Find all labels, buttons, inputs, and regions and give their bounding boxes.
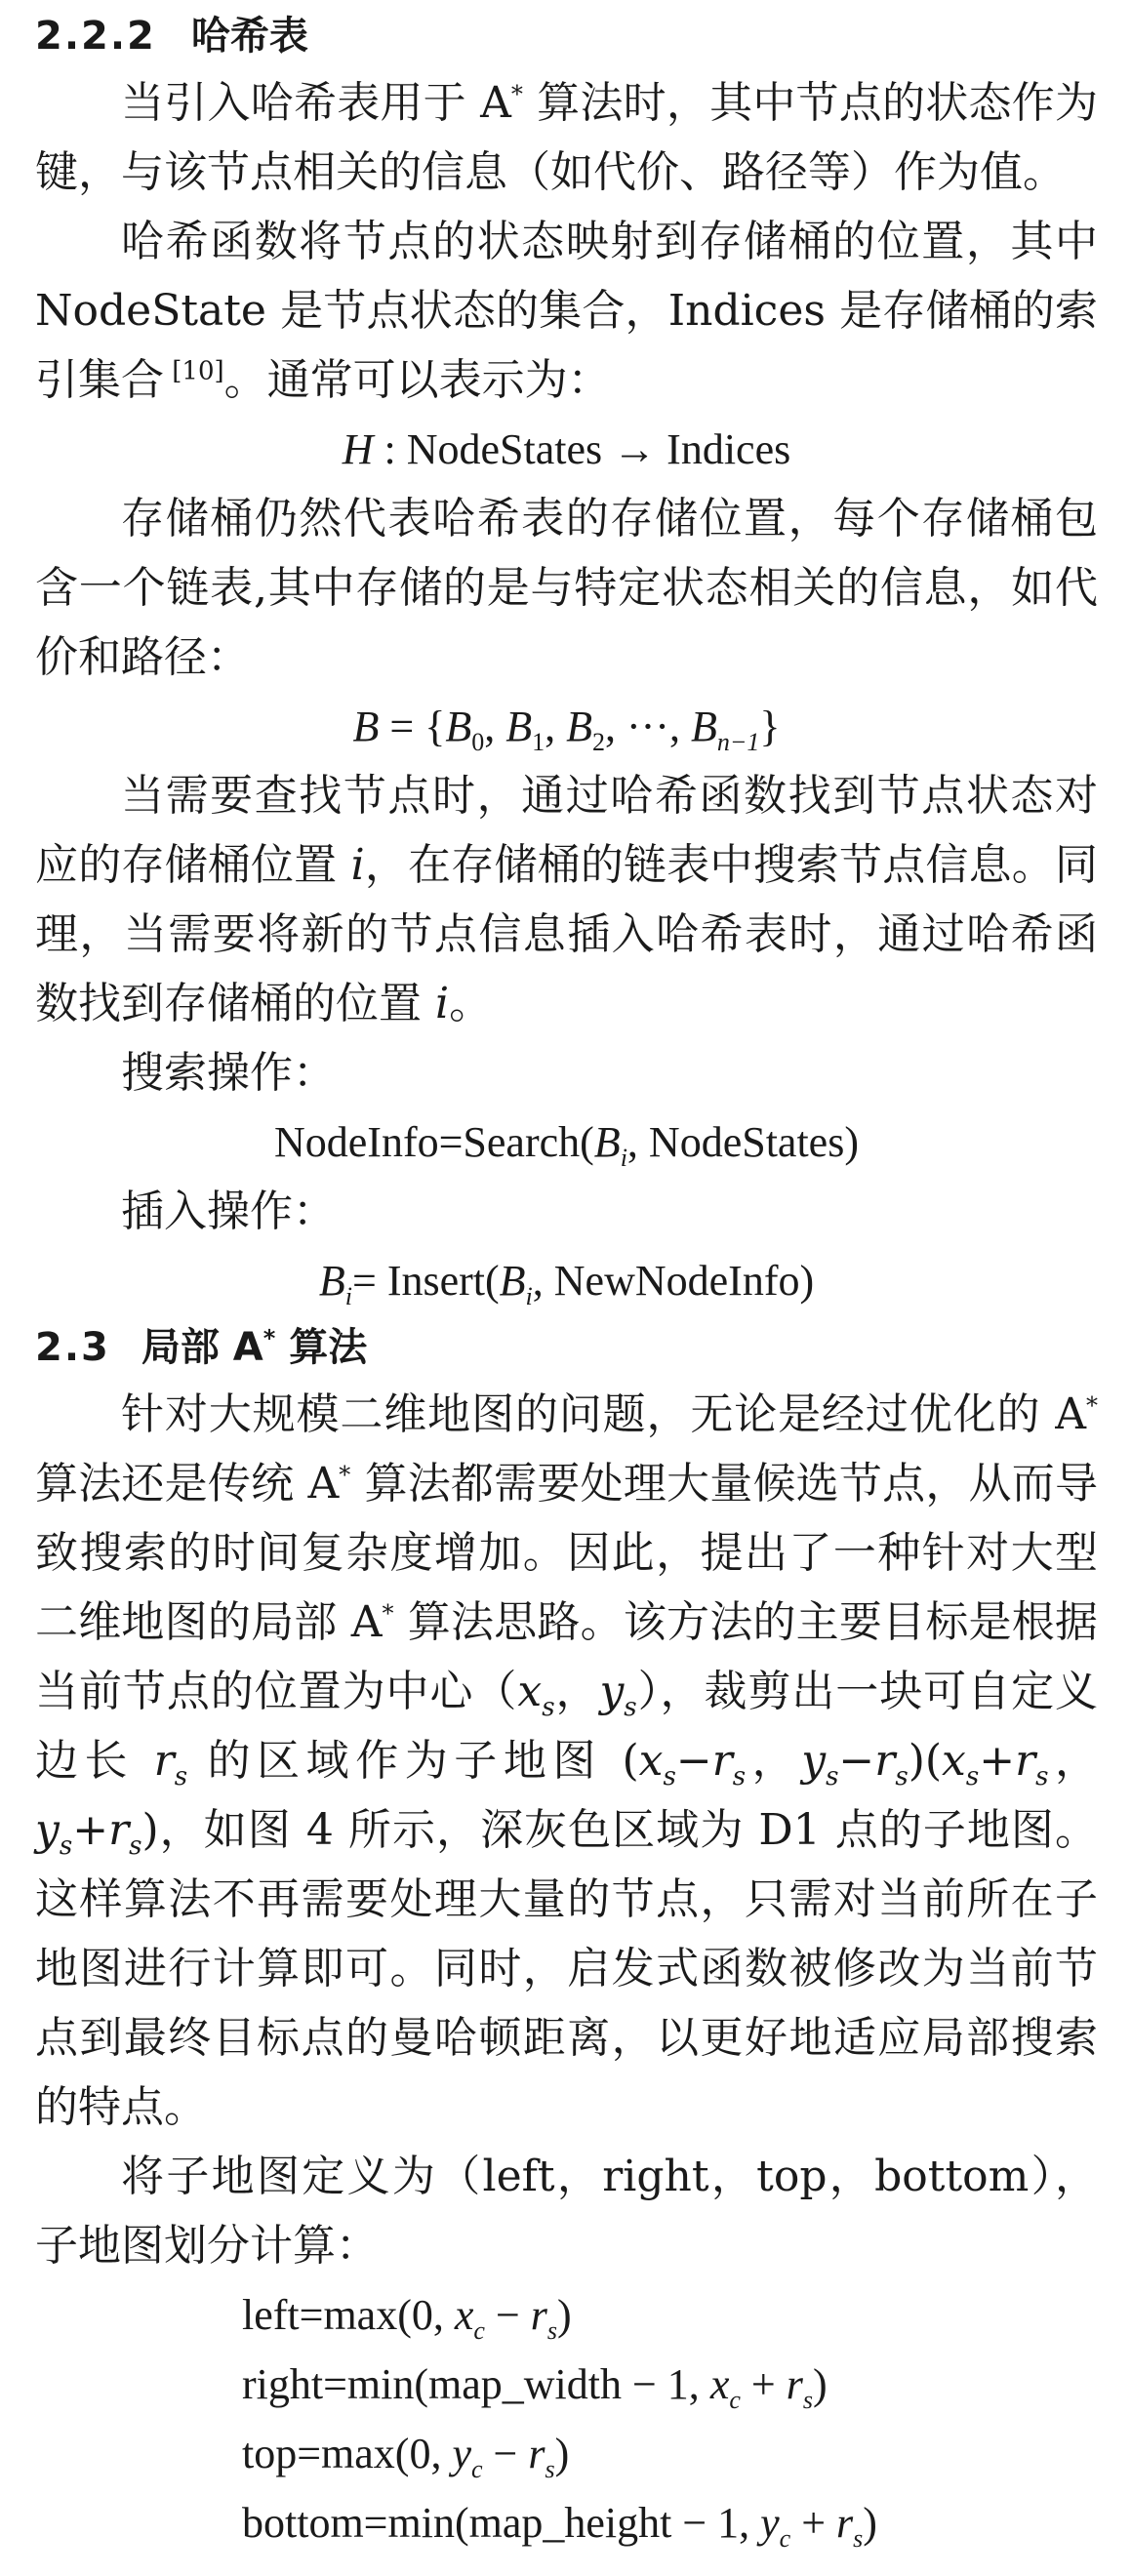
equation-left: left=max(0, $x_c - r_s$) [242, 2291, 572, 2345]
paragraph-hash-intro: 当引入哈希表用于 A* 算法时，其中节点的状态作为键，与该节点相关的信息（如代价、路径等）作为值。 [35, 78, 1098, 197]
label-search-operation: 搜索操作： [121, 1048, 336, 1098]
section-heading-2-2-2 [35, 4, 1098, 68]
paragraph-local-astar: 针对大规模二维地图的问题，无论是经过优化的 A* 算法还是传统 A* 算法都需要处理大量候选节点，从而导致搜索的时间复杂度增加。因此，提出了一种针对大型二维地图的局部 A* 算法思路。该方法的主要目标是根据当前节点的位置为中心（$x_s$，$y_s$），裁剪出一块可自定义边长 $r_s$ 的区域作为子地图 ($x_s-r_s$，$y_s-r_s)(x_s+r_s$，$y_s+r_s$)，如图 4 所示，深灰色区域为 D1 点的子地图。这样算法不再需要处理大量的节点，只需对当前所在子地图进行计算即可。同时，启发式函数被修改为当前节点到最终目标点的曼哈顿距离，以更好地适应局部搜索的特点。 [35, 1389, 1099, 2132]
equation-search: $NodeInfo=Search(B_i$, NodeStates) [274, 1118, 859, 1172]
equation-bucket-set: $B = \{B_0$, $B_1$, $B_2$, ···, $B_{n-1}$} [352, 703, 781, 756]
section-title: 哈希表 [190, 14, 308, 59]
equation-insert: $B_i=$ $Insert(B_i$, NewNodeInfo) [318, 1257, 815, 1310]
section-title: 局部 A* 算法 [141, 1324, 368, 1370]
label-insert-operation: 插入操作： [121, 1187, 336, 1236]
paragraph-lookup: 当需要查找节点时，通过哈希函数找到节点状态对应的存储桶位置 i，在存储桶的链表中搜索节点信息。同理，当需要将新的节点信息插入哈希表时，通过哈希函数找到存储桶的位置 i。 [35, 771, 1098, 1028]
paragraph-submap-define: 将子地图定义为（left，right，top，bottom），子地图划分计算： [35, 2152, 1098, 2271]
section-heading-2-3 [35, 1315, 1098, 1380]
section-number: 2.3 [35, 1325, 110, 1370]
equation-top: top=max(0, $y_c - r_s$) [242, 2430, 570, 2483]
equation-right: right=min(map_width − 1, $x_c + r_s$) [242, 2360, 828, 2414]
section-number: 2.2.2 [35, 14, 156, 59]
paragraph-hash-function: 哈希函数将节点的状态映射到存储桶的位置，其中 NodeState 是节点状态的集合，Indices 是存储桶的索引集合 [10]。通常可以表示为： [35, 217, 1098, 405]
citation: [10] [164, 356, 224, 386]
equation-hash-map: H : NodeStates → Indices [342, 425, 791, 473]
paragraph-buckets: 存储桶仍然代表哈希表的存储位置，每个存储桶包含一个链表,其中存储的是与特定状态相关的信息，如代价和路径： [35, 494, 1098, 682]
equation-bottom: bottom=min(map_height − 1, $y_c + r_s$) [242, 2499, 877, 2553]
